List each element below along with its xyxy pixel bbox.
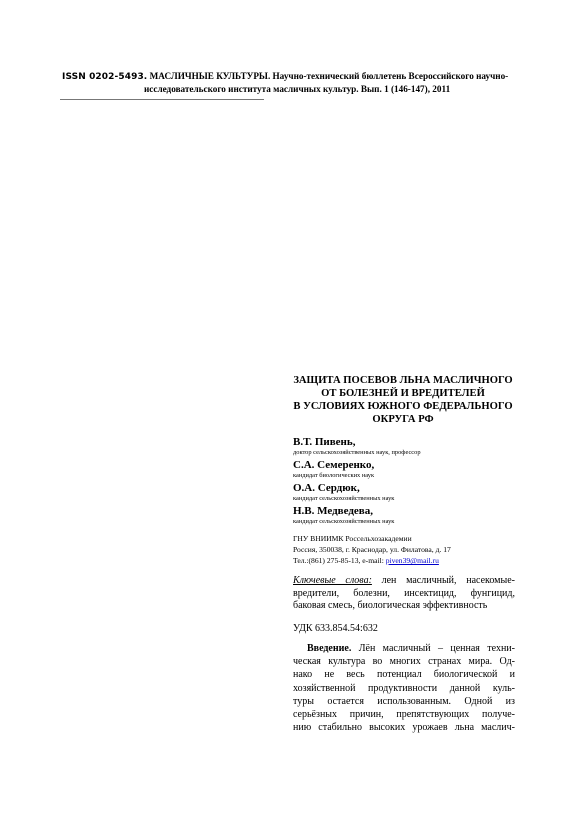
journal-header bbox=[62, 70, 532, 95]
header-divider bbox=[60, 99, 264, 100]
keywords-text: лен масличный, насекомые-вредители, болезни, инсектицид, фунгицид, баковая смесь, биологическая эффективность bbox=[293, 575, 515, 611]
introduction-paragraph bbox=[293, 642, 515, 734]
intro-line: ческая культура во многих странах мира. Од- bbox=[293, 656, 515, 668]
intro-line: хозяйственной продуктивности данной куль- bbox=[293, 682, 515, 694]
affiliation bbox=[293, 533, 523, 566]
author-name: С.А. Семеренко, bbox=[293, 459, 375, 471]
udc-code: УДК 633.854.54:632 bbox=[293, 623, 378, 634]
author-degree: доктор сельскохозяйственных наук, профессор bbox=[293, 449, 421, 456]
organization-contact bbox=[293, 555, 523, 566]
intro-line: нако не весь потенциал биологической и bbox=[293, 669, 515, 681]
author-degree: кандидат сельскохозяйственных наук bbox=[293, 495, 395, 502]
article-title bbox=[292, 374, 514, 426]
intro-heading: Введение. bbox=[307, 643, 352, 654]
author-name: О.А. Сердюк, bbox=[293, 482, 360, 494]
journal-title-line-2: исследовательского института масличных культур. Вып. 1 (146-147), 2011 bbox=[144, 84, 451, 94]
issn: ISSN 0202-5493. bbox=[62, 72, 148, 82]
organization-address: Россия, 350038, г. Краснодар, ул. Филатова, д. 17 bbox=[293, 545, 451, 554]
title-line: ОТ БОЛЕЗНЕЙ И ВРЕДИТЕЛЕЙ bbox=[321, 388, 485, 399]
organization-name: ГНУ ВНИИМК Россельхозакадемии bbox=[293, 534, 412, 543]
title-line: В УСЛОВИЯХ ЮЖНОГО ФЕДЕРАЛЬНОГО bbox=[293, 401, 513, 412]
keywords-label: Ключевые слова: bbox=[293, 575, 372, 586]
phone-text: Тел.:(861) 275-85-13, e-mail: bbox=[293, 556, 386, 565]
intro-line: нию стабильно высоких урожаев льна маслич- bbox=[293, 722, 515, 734]
intro-line: серьёзных причин, препятствующих получе- bbox=[293, 709, 515, 721]
title-line: ОКРУГА РФ bbox=[372, 414, 434, 425]
title-line: ЗАЩИТА ПОСЕВОВ ЛЬНА МАСЛИЧНОГО bbox=[293, 375, 513, 386]
authors-list bbox=[293, 436, 523, 528]
journal-title-line-1: МАСЛИЧНЫЕ КУЛЬТУРЫ. Научно-технический бюллетень Всероссийского научно- bbox=[147, 71, 509, 81]
author-degree: кандидат биологических наук bbox=[293, 472, 375, 479]
intro-line: туры остается использованным. Одной из bbox=[293, 695, 515, 707]
author-degree: кандидат сельскохозяйственных наук bbox=[293, 518, 395, 525]
author-name: В.Т. Пивень, bbox=[293, 436, 356, 448]
keywords-block bbox=[293, 575, 515, 613]
intro-line-text: Лён масличный – ценная техни- bbox=[351, 643, 515, 654]
email-link[interactable]: piven39@mail.ru bbox=[385, 556, 439, 565]
author-name: Н.В. Медведева, bbox=[293, 505, 373, 517]
intro-line bbox=[293, 642, 515, 655]
